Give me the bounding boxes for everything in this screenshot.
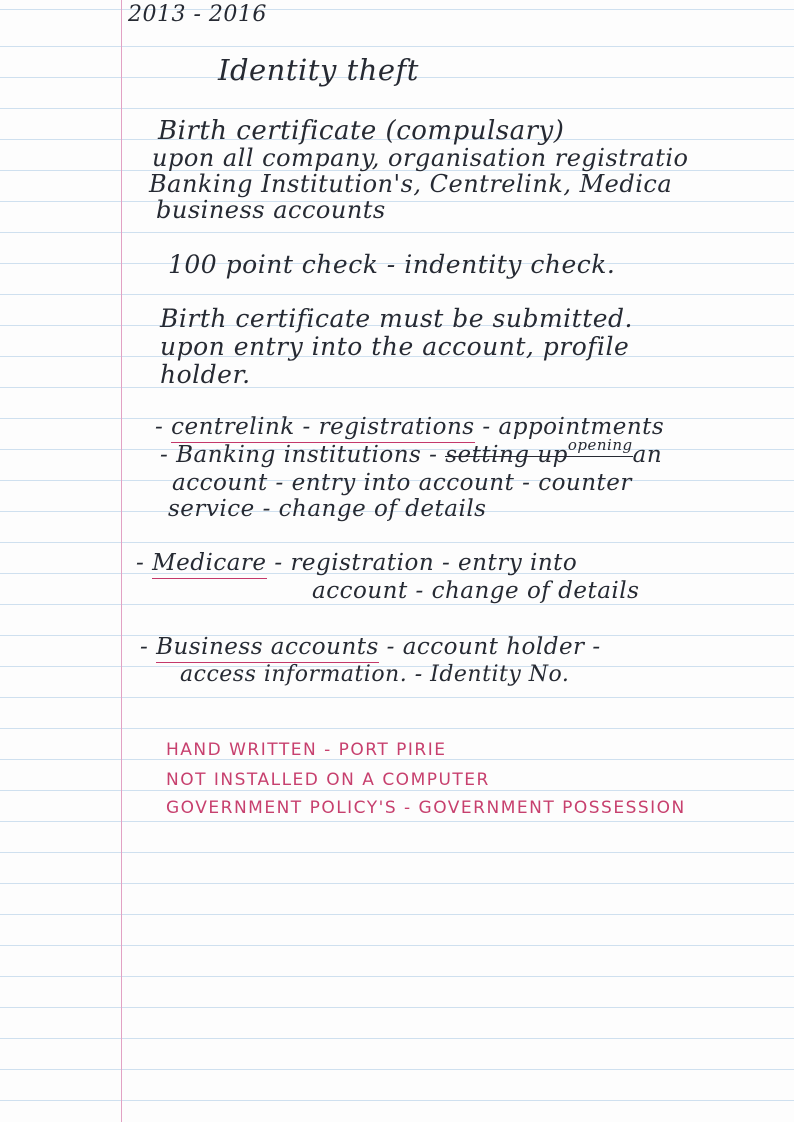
page-title: Identity theft [218,53,419,87]
business-rest: - account holder - [386,634,601,660]
medicare-rest: - registration - entry into [274,550,578,576]
business-line-1 [140,636,601,659]
medicare-dash: - [136,550,145,576]
p1-line-2: upon all company, organisation registratio [152,144,689,172]
centrelink-rest: - appointments [482,414,665,440]
medicare-label: Medicare [152,550,266,579]
p3-line-3: holder. [160,360,251,389]
banking-line1-post: an [632,442,663,468]
centrelink-dash: - [155,414,164,440]
business-line-2: access information. - Identity No. [180,662,570,687]
business-label: Business accounts [156,634,379,663]
note-line-1: HAND WRITTEN - PORT PIRIE [166,740,447,760]
note-line-2: NOT INSTALLED ON A COMPUTER [166,770,490,790]
centrelink-label: centrelink - registrations [171,414,475,443]
p1-line-3: Banking Institution's, Centrelink, Medica [149,170,673,198]
margin-line [121,0,122,1122]
banking-line-1 [160,436,663,468]
medicare-line-1 [136,552,577,575]
date-range: 2013 - 2016 [128,2,267,27]
p1-line-4: business accounts [156,196,386,224]
p1-line-1: Birth certificate (compulsary) [158,116,565,146]
banking-inserted-word: opening [567,436,633,454]
banking-struck-words: setting up [445,442,568,468]
banking-line-2: account - entry into account - counter [172,470,632,496]
banking-line1-pre: - Banking institutions - [160,442,438,468]
p2-line: 100 point check - indentity check. [168,250,616,279]
medicare-line-2: account - change of details [312,578,640,604]
p3-line-1: Birth certificate must be submitted. [160,304,633,333]
banking-line-3: service - change of details [168,496,487,522]
business-dash: - [140,634,149,660]
note-line-3: GOVERNMENT POLICY'S - GOVERNMENT POSSESSION [166,798,686,818]
p3-line-2: upon entry into the account, profile [160,332,630,361]
banking-struck-text [445,436,633,468]
